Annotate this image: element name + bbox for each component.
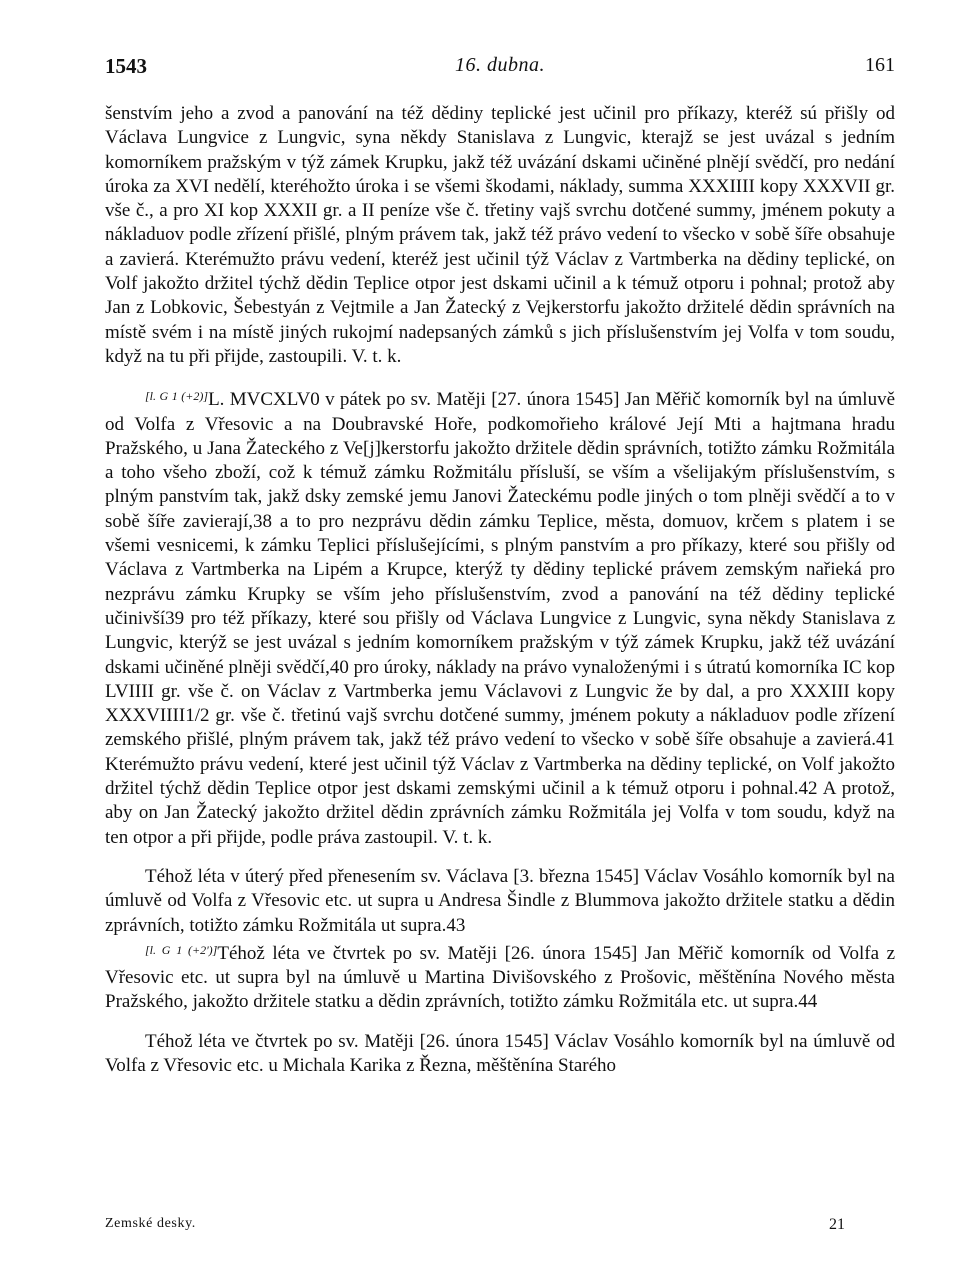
paragraph-text: šenstvím jeho a zvod a panování na též dědiny teplické jest učinil pro příkazy, kteréž sú přišly od Václava Lungvice z Lungvic, syna někdy Stanislava z Lungvic, kterajž se jest uvázal s jedním komorníkem pražským v týž zámek Krupku, jakž též uvázání dskami učiněné plnějí svědčí, pro nedání úroka za XVI nedělí, kteréhožto úroka i se všemi škodami, náklady, summa XXXIIII kopy XXXVII gr. vše č., a pro XI kop XXXII gr. a II peníze vše č. třetiny vajš svrchu dotčené summy, jménem pokuty a nákladuov podle zřízení přišlé, plným právem tak, jakž též právo vedení to všecko v sobě šíře obsahuje a zavierá. Kterémužto právu vedení, kteréž jest učinil týž Václav z Vartmberka na dědiny teplické, on Volf jakožto držitel týchž dědin Teplice otpor jest dskami učinil a k témuž otporu i pohnal; protož aby Jan z Lobkovic, Šebestyán z Vejtmile a Jan Žatecký z Vejkerstorfu jakožto držitelé dědin správních na místě svém i na místě jiných rukojmí nadepsaných zámků s jich příslušenstvím jej Volfa v tom soudu, když na tu při přijde, zastoupili. V. t. k. [105,103,895,367]
footer-sheet-number: 21 [829,1216,845,1233]
folio-reference: [l. G 1 (+2)] [145,389,209,404]
header-page-number: 161 [865,54,895,76]
header-year: 1543 [105,54,147,78]
body-text [105,102,895,1093]
paragraph-entry [105,865,895,938]
paragraph-text: L. MVCXLV0 v pátek po sv. Matěji [27. února 1545] Jan Měřič komorník byl na úmluvě od Volfa z Vřesovic a na Doubravské Hoře, podkomořieho králové Její Mti a hajtmana hradu Pražského, u Jana Žateckého z Ve[j]kerstorfu jakožto držitele dědin správních, totižto zámku Rožmitála a toho všeho zboží, což k témuž zámku Rožmitálu přísluší, se vším a všelijakým příslušenstvím, s plným panstvím tak, jakž dsky zemské jemu Janovi Žateckému podle jiných o tom plněji svědčí a to v sobě šíře zavierají,38 a to pro nezprávu dědin zámku Teplice, města, domuov, krčem s platem i se všemi vesnicemi, k zámku Teplici příslušejícími, s plným panstvím a pro příkazy, které sou přišly od Václava z Vartmberka na Lipém a Krupce, kterýž ty dědiny teplické právem zemským nařieká pro nezprávu zámku Krupky se vším jeho příslušenstvím, zvod a panování na též dědiny teplické učinivší39 pro též příkazy, které sou přišly od Václava Lungvice z Lungvic, syna někdy Stanislava z Lungvic, kterýž se jest uvázal s jedním komorníkem pražským v týž zámek Krupku, jakž též uvázání dskami učiněné plněji svědčí,40 pro úroky, náklady na právo vynaloženými i s útratú komorníka IC kop LVIIII gr. vše č. on Václav z Vartmberka jemu Václavovi z Lungvic že by dal, a pro XXXIII kopy XXXVIIII1/2 gr. vše č. třetinú vajš svrchu dotčené summy, jménem pokuty a nákladuov podle zřízení zemského přišlé, plným právem tak, jakž též právo vedení to všecko v sobě šíře obsahuje a zavierá.41 Kterémužto právu vedení, které jest učinil týž Václav z Vartmberka na dědiny teplické, on Volf jakožto držitel týchž dědin Teplice otpor jest dskami zemskými učinil a k témuž otporu i pohnal.42 A protož, aby on Jan Žatecký jakožto držitel dědin zprávních zámku Rožmitála jej Volfa v tom soudu, když na ten otpor a při přijde, podle práva zastoupil. V. t. k. [105,389,895,848]
header-date: 16. dubna. [455,54,545,76]
running-header [105,54,895,84]
paragraph-text: Téhož léta v úterý před přenesením sv. Václava [3. března 1545] Václav Vosáhlo komorník byl na úmluvě od Volfa z Vřesovic etc. ut supra u Andresa Šindle z Blummova jakožto držitele statku a dědin zprávních, totižto zámku Rožmitála ut supra.43 [105,865,895,936]
paragraph-entry [105,384,895,850]
folio-reference: [l. G 1 (+2')] [145,942,218,957]
paragraph-entry [105,1030,895,1079]
paragraph-entry [105,938,895,1015]
paragraph-continuation [105,102,895,369]
paragraph-text: Téhož léta ve čtvrtek po sv. Matěji [26. února 1545] Václav Vosáhlo komorník byl na úmluvě od Volfa z Vřesovic etc. u Michala Karika z Řezna, měštěnína Starého [105,1030,895,1076]
page-footer [105,1216,895,1240]
footer-source: Zemské desky. [105,1216,196,1231]
paragraph-text: Téhož léta ve čtvrtek po sv. Matěji [26. února 1545] Jan Měřič komorník od Volfa z Vřesovic etc. ut supra byl na úmluvě u Martina Divišovského z Prošovic, měštěnína Nového města Pražského, jakožto držitele statku a dědin zprávních, totižto zámku Rožmitála etc. ut supra.44 [105,942,896,1013]
